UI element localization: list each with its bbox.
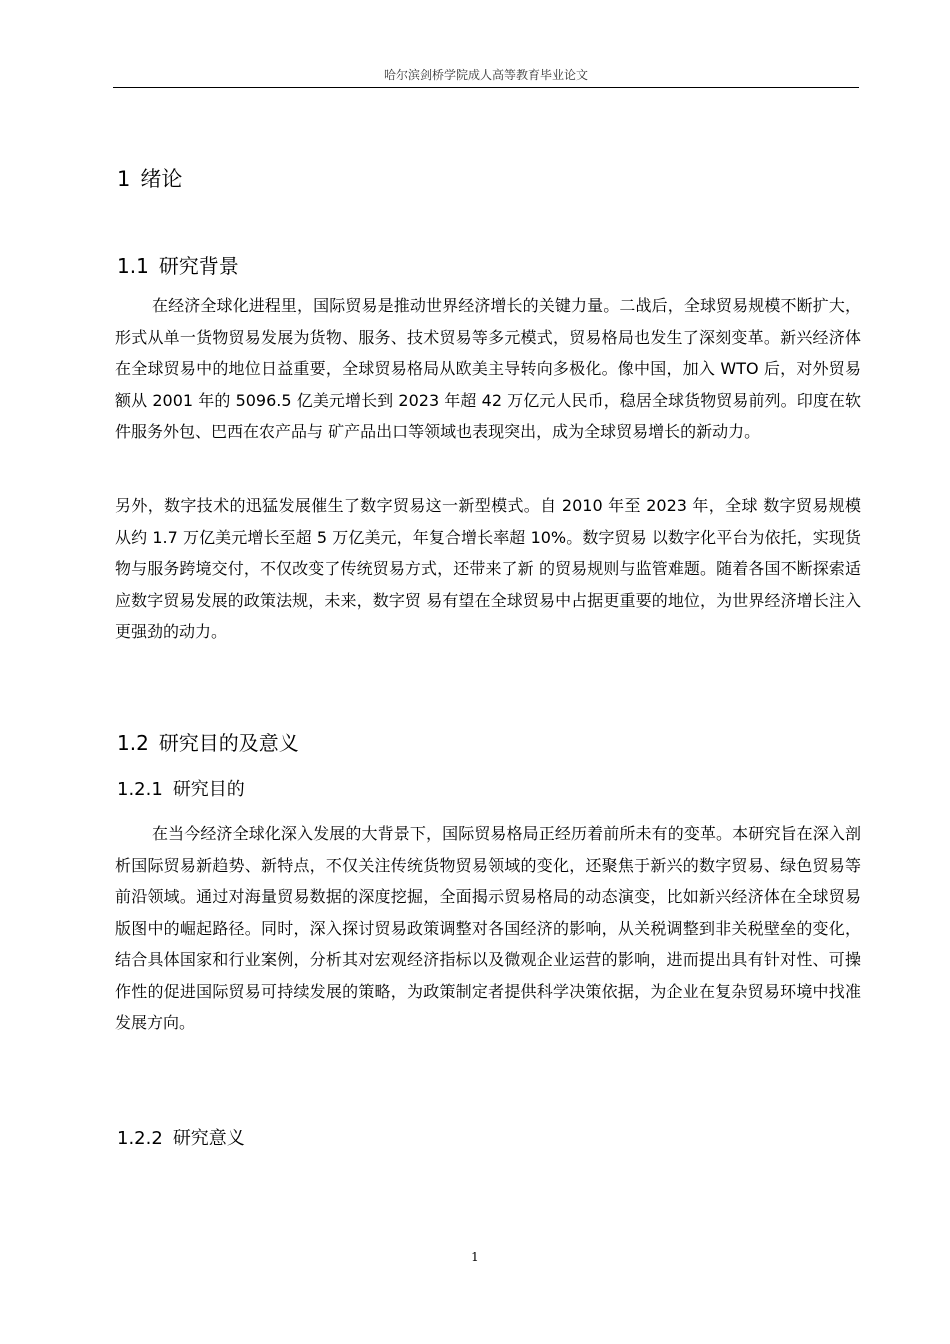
chapter-heading: [117, 163, 182, 193]
section-heading-1-1: [117, 250, 239, 279]
subsection-number: 1.2.2: [117, 1128, 163, 1149]
section-title: 研究目的及意义: [158, 731, 299, 755]
subsection-heading-1-2-1: [117, 775, 245, 801]
section-heading-1-2: [117, 727, 299, 756]
paragraph-purpose: 在当今经济全球化深入发展的大背景下，国际贸易格局正经历着前所未有的变革。本研究旨在深入剖析国际贸易新趋势、新特点，不仅关注传统货物贸易领域的变化，还聚焦于新兴的数字贸易、绿色贸易等前沿领域。通过对海量贸易数据的深度挖掘，全面揭示贸易格局的动态演变，比如新兴经济体在全球贸易版图中的崛起路径。同时，深入探讨贸易政策调整对各国经济的影响，从关税调整到非关税壁垒的变化，结合具体国家和行业案例，分析其对宏观经济指标以及微观企业运营的影响，进而提出具有针对性、可操作性的促进国际贸易可持续发展的策略，为政策制定者提供科学决策依据，为企业在复杂贸易环境中找准发展方向。: [115, 824, 861, 1032]
section-number: 1.2: [117, 731, 149, 755]
paragraph-background-1: 在经济全球化进程里，国际贸易是推动世界经济增长的关键力量。二战后，全球贸易规模不断扩大，形式从单一货物贸易发展为货物、服务、技术贸易等多元模式，贸易格局也发生了深刻变革。新兴经济体在全球贸易中的地位日益重要，全球贸易格局从欧美主导转向多极化。像中国，加入 WTO 后，对外贸易额从 2001 年的 5096.5 亿美元增长到 2023 年超 42 万亿元人民币，稳居全球货物贸易前列。印度在软件服务外包、巴西在农产品与 矿产品出口等领域也表现突出，成为全球贸易增长的新动力。: [115, 296, 861, 441]
section-title: 研究背景: [158, 254, 239, 278]
chapter-title: 绪论: [140, 167, 183, 191]
subsection-heading-1-2-2: [117, 1124, 245, 1150]
chapter-number: 1: [117, 167, 131, 191]
page-number: 1: [471, 1250, 479, 1264]
subsection-title: 研究目的: [172, 779, 245, 800]
running-header: 哈尔滨剑桥学院成人高等教育毕业论文: [383, 68, 588, 82]
paragraph-background-2: 另外，数字技术的迅猛发展催生了数字贸易这一新型模式。自 2010 年至 2023 年，全球 数字贸易规模从约 1.7 万亿美元增长至超 5 万亿美元，年复合增长率超 10%。数字贸易 以数字化平台为依托，实现货物与服务跨境交付，不仅改变了传统贸易方式，还带来了新 的贸易规则与监管难题。随着各国不断探索适应数字贸易发展的政策法规，未来，数字贸 易有望在全球贸易中占据更重要的地位，为世界经济增长注入更强劲的动力。: [115, 496, 861, 641]
section-number: 1.1: [117, 254, 149, 278]
header-divider: [113, 87, 859, 88]
subsection-title: 研究意义: [172, 1128, 245, 1149]
subsection-number: 1.2.1: [117, 779, 163, 800]
